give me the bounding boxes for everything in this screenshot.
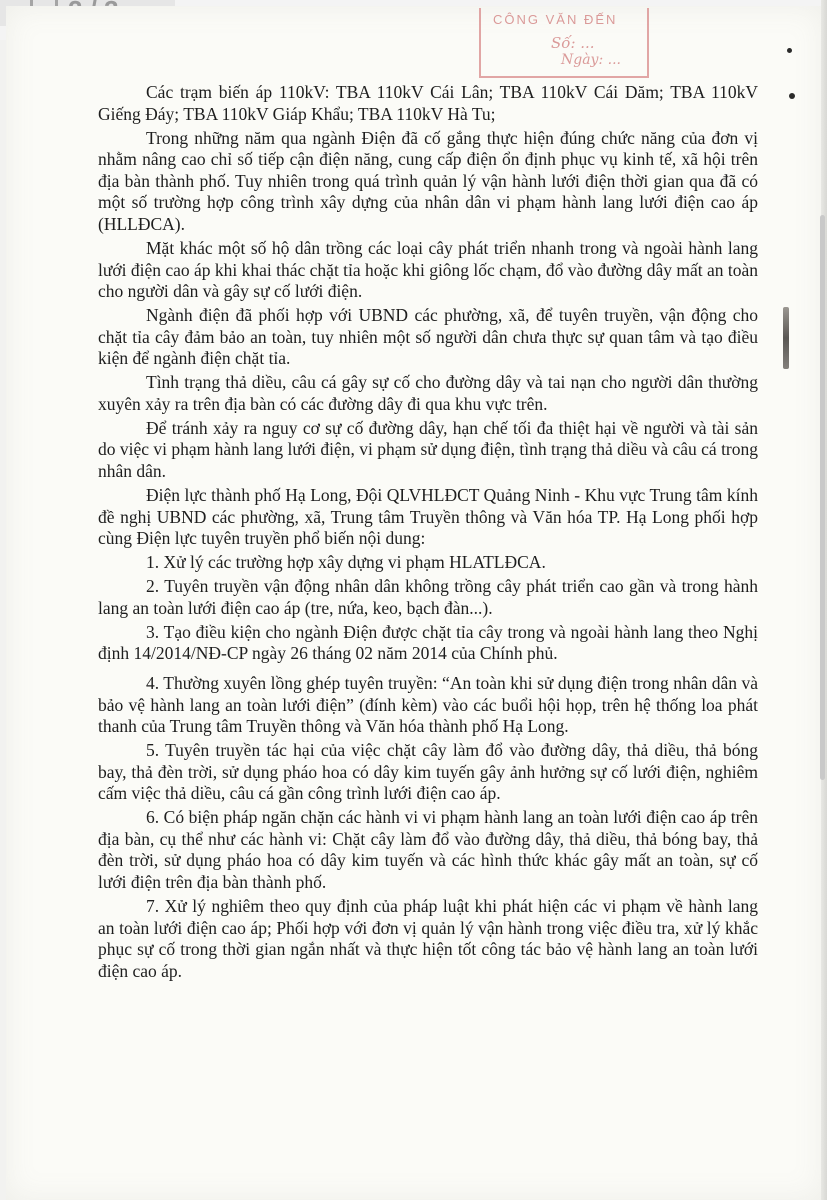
list-item-4: 4. Thường xuyên lồng ghép tuyên truyền: “An toàn khi sử dụng điện trong nhân dân và bảo vệ hành lang an toàn lưới điện” (đính kèm) vào các buổi hội họp, trên hệ thống loa phát thanh của Trung tâm Truyền thông và Văn hóa thành phố Hạ Long. <box>98 672 758 737</box>
scan-speck <box>789 93 795 99</box>
stamp-date: Ngày: ... <box>561 52 621 68</box>
list-item-6: 6. Có biện pháp ngăn chặn các hành vi vi phạm hành lang an toàn lưới điện cao áp trên địa bàn, cụ thể như các hành vi: Chặt cây làm đổ vào đường dây, thả diều, thả bóng bay, thả đèn trời, sử dụng pháo hoa có dây kim tuyến và các hình thức khác gây mất an toàn, sự cố lưới điện trên địa bàn thành phố. <box>98 807 758 893</box>
received-stamp <box>479 8 649 78</box>
vertical-scrollbar[interactable] <box>820 215 825 780</box>
paragraph-background: Trong những năm qua ngành Điện đã cố gắng thực hiện đúng chức năng của đơn vị nhằm nâng cao chỉ số tiếp cận điện năng, cung cấp điện ổn định phục vụ kinh tế, xã hội trên địa bàn thành phố. Tuy nhiên trong quá trình quản lý vận hành lưới điện thời gian qua đã có một số trường hợp công trình xây dựng của nhân dân vi phạm hành lang lưới điện cao áp (HLLĐCA). <box>98 127 758 234</box>
paragraph-coordination: Ngành điện đã phối hợp với UBND các phường, xã, để tuyên truyền, vận động cho chặt tỉa cây đảm bảo an toàn, tuy nhiên một số người dân chưa thực sự quan tâm và tạo điều kiện để ngành điện chặt tỉa. <box>98 305 758 369</box>
stamp-number: Số: ... <box>551 34 595 52</box>
paragraph-kites-fishing: Tình trạng thả diều, câu cá gây sự cố cho đường dây và tai nạn cho người dân thường xuyên xảy ra trên địa bàn có các đường dây đi qua khu vực trên. <box>98 372 758 414</box>
list-item-1: 1. Xử lý các trường hợp xây dựng vi phạm HLATLĐCA. <box>146 552 546 573</box>
list-item-7: 7. Xử lý nghiêm theo quy định của pháp luật khi phát hiện các vi phạm về hành lang an toàn lưới điện cao áp; Phối hợp với đơn vị quản lý vận hành trong việc điều tra, xử lý khắc phục sự cố trong thời gian ngắn nhất và thực hiện tốt công tác bảo vệ hành lang an toàn lưới điện cao áp. <box>98 896 758 981</box>
paragraph-request: Điện lực thành phố Hạ Long, Đội QLVHLĐCT Quảng Ninh - Khu vực Trung tâm kính đề nghị UBND các phường, xã, Trung tâm Truyền thông và Văn hóa TP. Hạ Long phối hợp cùng Điện lực tuyên truyền phổ biến nội dung: <box>98 485 758 549</box>
paragraph-substations: Các trạm biến áp 110kV: TBA 110kV Cái Lân; TBA 110kV Cái Dăm; TBA 110kV Giếng Đáy; TBA 110kV Giáp Khẩu; TBA 110kV Hà Tu; <box>98 82 758 124</box>
list-item-2: 2. Tuyên truyền vận động nhân dân không trồng cây phát triển cao gần và trong hành lang an toàn lưới điện cao áp (tre, nứa, keo, bạch đàn...). <box>98 576 758 618</box>
scan-mark <box>783 307 789 369</box>
document-body <box>98 82 758 985</box>
stamp-title: CÔNG VĂN ĐẾN <box>493 12 618 27</box>
paragraph-prevention: Để tránh xảy ra nguy cơ sự cố đường dây, hạn chế tối đa thiệt hại về người và tài sản do việc vi phạm hành lang lưới điện, vi phạm sử dụng điện, tình trạng thả diều và câu cá trong nhân dân. <box>98 417 759 482</box>
paragraph-trees: Mặt khác một số hộ dân trồng các loại cây phát triển nhanh trong và ngoài hành lang lưới điện cao áp khi khai thác chặt tỉa hoặc khi giông lốc chạm, đổ vào đường dây mất an toàn cho người dân và gây sự cố lưới điện. <box>98 237 758 302</box>
list-item-5: 5. Tuyên truyền tác hại của việc chặt cây làm đổ vào đường dây, thả diều, thả bóng bay, thả đèn trời, sử dụng pháo hoa có dây kim tuyến gây ảnh hưởng sự cố lưới điện, nghiêm cấm việc thả diều, câu cá gần công trình lưới điện cao áp. <box>98 740 758 804</box>
scan-speck <box>787 48 792 53</box>
list-item-3: 3. Tạo điều kiện cho ngành Điện được chặt tỉa cây trong và ngoài hành lang theo Nghị định 14/2014/NĐ-CP ngày 26 tháng 02 năm 2014 của Chính phủ. <box>98 621 758 664</box>
